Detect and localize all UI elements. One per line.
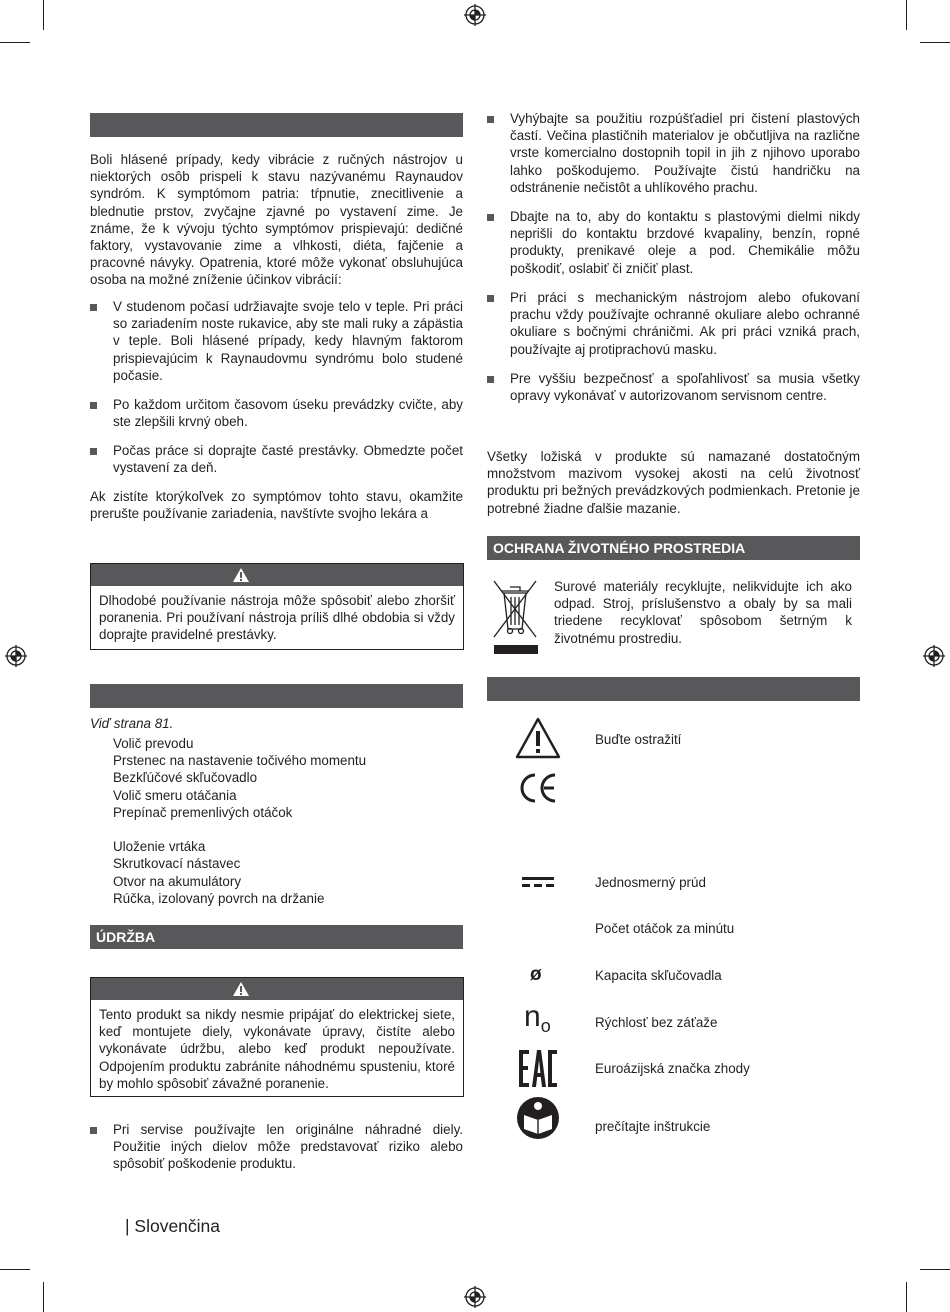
warning-text: Dlhodobé používanie nástroja môže spôsobiť alebo zhoršiť poranenia. Pri používaní nástroja príliš dlhé obdobia si vždy doprajte pravidelné prestávky. [99,593,455,643]
list-item: Prstenec na nastavenie točivého momentu [113,753,367,769]
env-text: Surové materiály recyklujte, nelikvidujte ich ako odpad. Stroj, príslušenstvo a obaly by sa mali triedene recyklovať spôsobom šetrným k životnému prostrediu. [554,579,852,646]
chuck-diameter-icon: ø [530,964,542,985]
list-item [90,442,463,476]
crop-mark [43,0,44,30]
symbol-dc-label: Jednosmerný prúd [595,875,706,890]
symbol-manual-label: prečítajte inštrukcie [595,1119,711,1134]
lubrication-text: Všetky ložiská v produkte sú namazané dostatočným množstvom mazivom vysokej akosti na celú životnosť produktu pri bežných prevádzkových podmienkach. Pretonie je potrebné žiadne ďalšie mazanie. [487,449,860,516]
list-item [487,289,860,359]
crop-mark [920,42,950,43]
parts-list [113,735,453,907]
list-item [90,298,463,384]
list-item: Volič smeru otáčania [113,787,237,803]
symbol-rpm-label: Počet otáčok za minútu [595,921,735,936]
list-item: Rúčka, izolovaný povrch na držanie [113,890,325,906]
registration-mark-icon [464,4,486,26]
registration-mark-icon [923,645,945,667]
bullet-text: Pri servise používajte len originálne náhradné diely. Použitie iných dielov môže predstavovať riziko alebo spôsobiť poškodenie produktu. [113,1122,463,1172]
vibration-outro: Ak zistíte ktorýkoľvek zo symptómov tohto stavu, okamžite prerušte používanie zariadenia, navštívte svojho lekára a [90,489,463,522]
page-footer-language: | Slovenčina [125,1216,221,1236]
crop-mark [0,42,30,43]
env-heading: OCHRANA ŽIVOTNÉHO PROSTREDIA [487,536,860,560]
warning-text: Tento produkt sa nikdy nesmie pripájať do elektrickej siete, keď montujete diely, vykonávate úpravy, čistíte alebo vykonávate údržbu, alebo keď produkt nepoužívate. Odpojením produktu zabránite náhodnému spusteniu, ktoré by mohlo spôsobiť závažné poranenie. [99,1007,455,1091]
list-item: Volič prevodu [113,736,194,751]
bullet-text: V studenom počasí udržiavajte svoje telo v teple. Pri práci so zariadením noste rukavice, aby ste mali ruky a zápästia v teple. Boli hlásené prípady, kedy hlavným faktorom prispievajúcim k Raynaudovmu syndrómu bolo studené počasie. [113,299,463,383]
bullet-square-icon [487,214,494,221]
caution-triangle-icon [514,716,562,760]
list-item: Skrutkovací nástavec [113,856,241,872]
crop-mark [906,0,907,30]
list-item: Uloženie vrtáka [113,839,206,855]
vibration-intro: Boli hlásené prípady, kedy vibrácie z ručných nástrojov u niektorých osôb prispeli k stavu nazývanému Raynaudov syndróm. K symptómom patria: tŕpnutie, znecitlivenie a blednutie prstov, zvyčajne zjavné po vystavení zime. Je známe, že k vývoju týchto symptómov prispievajú: dedičné faktory, vystavovanie zime a vlhkosti, diéta, fajčenie a pracovné návyky. Opatrenia, ktoré môže vykonať obsluhujúca osoba na možné zníženie účinkov vibrácií: [90,152,463,288]
bullet-square-icon [90,448,97,455]
list-item: Bezkľúčové skľučovadlo [113,770,258,786]
recycle-bin-icon [490,577,540,657]
bullet-text: Počas práce si doprajte časté prestávky. Obmedzte počet vystavení za deň. [113,443,463,476]
symbol-chuck-label: Kapacita skľučovadla [595,968,722,983]
bullet-square-icon [487,116,494,123]
warning-box [90,977,464,1097]
warning-header [91,564,463,586]
bullet-text: Pri práci s mechanickým nástrojom alebo ofukovaní prachu vždy používajte ochranné okuliare alebo ochranné okuliare s bočnými chráničmi. Ak pri práci vzniká prach, používajte aj protiprachovú masku. [510,290,860,357]
warning-triangle-icon [232,567,250,583]
registration-mark-icon [464,1286,486,1308]
symbol-noload-label: Rýchlosť bez záťaže [595,1015,718,1030]
registration-mark-icon [5,645,27,667]
bullet-text: Dbajte na to, aby do kontaktu s plastovými dielmi nikdy neprišli do kontaktu brzdové kvapaliny, benzín, ropné produkty, prenikavé oleje a pod. Chemikálie môžu poškodiť, oslabiť či zničiť plast. [510,209,860,276]
see-page-reference: Viď strana 81. [90,716,174,731]
warning-box [90,563,464,650]
read-manual-icon [516,1096,560,1140]
no-load-n: n [524,1000,541,1033]
list-item: Prepínač premenlivých otáčok [113,804,293,820]
symbol-caution-label: Buďte ostražití [595,732,682,747]
list-item [487,370,860,404]
ce-mark-icon [517,772,559,804]
bullet-square-icon [487,295,494,302]
eac-mark-icon [519,1050,557,1087]
bullet-text: Vyhýbajte sa použitiu rozpúšťadiel pri čistení plastových častí. Večina plastičnih materialov je občutljiva na različne vrste komercialno dostopnih topil in jih z njihovo uporabo lahko poškodujemo. Používajte čistú handričku na odstránenie nečistôt a uhlíkového prachu. [510,111,860,195]
list-item [487,208,860,278]
crop-mark [920,1269,950,1270]
list-item [90,1121,463,1173]
bullet-square-icon [90,304,97,311]
list-item [487,110,860,196]
symbol-eac-label: Euroázijská značka zhody [595,1061,750,1076]
crop-mark [0,1269,30,1270]
list-item [90,396,463,430]
symbols-heading [487,677,860,701]
no-load-subscript: o [540,1016,551,1036]
vibration-heading [90,113,463,137]
bullet-text: Pre vyššiu bezpečnosť a spoľahlivosť sa musia všetky opravy vykonávať v autorizovanom servisnom centre. [510,371,860,404]
bullet-text: Po každom určitom časovom úseku prevádzky cvičte, aby ste zlepšili krvný obeh. [113,397,463,430]
crop-mark [906,1282,907,1312]
direct-current-icon [522,876,554,888]
crop-mark [43,1282,44,1312]
no-load-speed-icon [524,1000,551,1037]
bullet-square-icon [90,402,97,409]
bullet-square-icon [487,376,494,383]
list-spacer [113,821,453,838]
bullet-square-icon [90,1127,97,1134]
warning-triangle-icon [232,981,250,997]
description-heading [90,684,463,708]
warning-header [91,978,463,1000]
list-item: Otvor na akumulátory [113,873,242,889]
maintenance-heading: ÚDRŽBA [90,925,463,949]
